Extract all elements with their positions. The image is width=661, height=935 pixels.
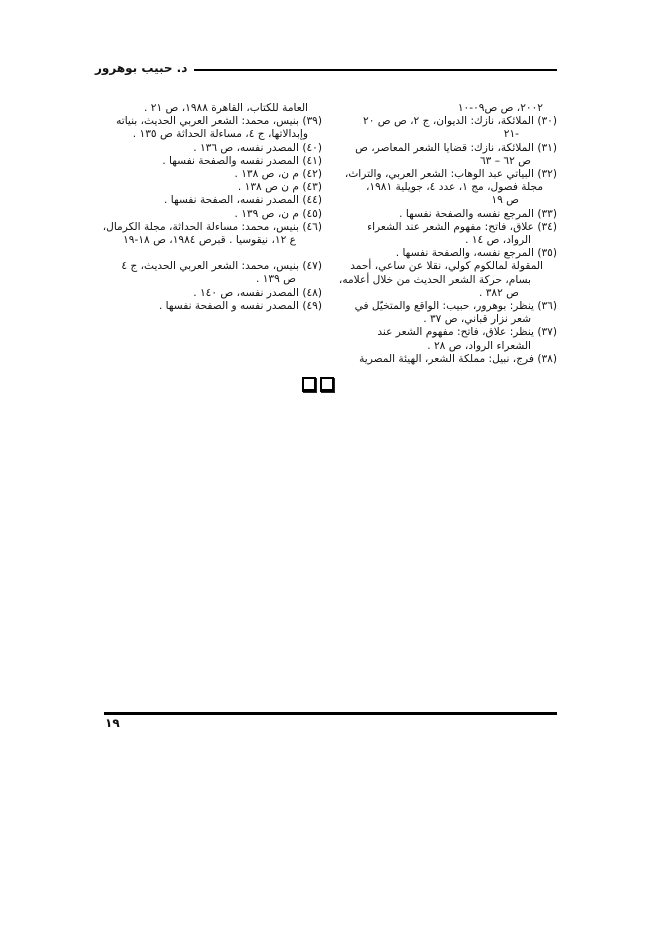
footnote-line: (٣٣) المرجع نفسه والصفحة نفسها . — [399, 207, 557, 220]
footnote-line: (٤٨) المصدر نفسه، ص ١٤٠ . — [193, 286, 322, 299]
footnote-line: مجلة فصول، مج ١، عدد ٤، جويلية ١٩٨١، — [365, 181, 543, 194]
square-icon — [320, 377, 334, 392]
footnote-line: (٤٢) م ن، ص ١٣٨ . — [234, 168, 322, 181]
footnote-line: (٣١) الملائكة، نازك: قضايا الشعر المعاصر، ص — [355, 141, 557, 154]
footnote-line: الرواد، ص ١٤ . — [465, 234, 531, 247]
footnote-line: -٢١ — [503, 128, 519, 141]
end-of-text-mark — [78, 377, 557, 392]
footnote-line: بسام، حركة الشعر الحديث من خلال أعلامه، — [338, 273, 531, 286]
footnote-line: الشعراء الرواد، ص ٢٨ . — [427, 339, 531, 352]
footnote-line: (٤١) المصدر نفسه والصفحة نفسها . — [162, 154, 322, 167]
footnote-line: (٤٩) المصدر نفسه و الصفحة نفسها . — [158, 299, 322, 312]
footnote-line: ص ١٩ — [491, 194, 519, 207]
footnote-line: (٤٤) المصدر نفسه، الصفحة نفسها . — [164, 194, 322, 207]
footnote-line: (٣٦) ينظر: بوهرور، حبيب: الواقع والمتخيّل في — [354, 300, 557, 313]
footnote-line: شعر نزار قباني، ص ٣٧ . — [423, 313, 531, 326]
footnote-line: ص ١٣٩ . — [255, 273, 296, 286]
footnote-line: وإبدالاتها، ج ٤، مساءلة الحداثة ص ١٣٥ . — [132, 128, 308, 141]
footnote-line: (٤٧) بنيس، محمد: الشعر العربي الحديث، ج ٤ — [121, 260, 322, 273]
footnote-line: (٤٥) م ن، ص ١٣٩ . — [234, 207, 322, 220]
footnote-line: (٣٤) علاق، فاتح: مفهوم الشعر عند الشعراء — [367, 220, 557, 233]
footnote-line: (٤٣) م ن ص ١٣٨ . — [237, 181, 322, 194]
footnote-line: (٤٠) المصدر نفسه، ص ١٣٦ . — [193, 141, 322, 154]
footnote-line: (٣٠) الملائكة، نازك: الديوان، ج ٢، ص ص ٢٠ — [363, 115, 557, 128]
footer-rule — [104, 712, 557, 715]
footnote-line: (٣٨) فرج، نبيل: مملكة الشعر، الهيئة المصرية — [359, 352, 557, 365]
footnote-line: (٣٩) بنيس، محمد: الشعر العربي الحديث، بنياته — [116, 115, 322, 128]
footnote-line: (٣٧) ينظر: علاق، فاتح: مفهوم الشعر عند — [377, 326, 557, 339]
footnote-line: ٢٠٠٢، ص ص٠٩-١٠ — [457, 102, 543, 114]
footnote-line: (٣٢) البياتي عبد الوهاب: الشعر العربي، والتراث، — [344, 168, 557, 181]
footnote-line: المقولة لمالكوم كولي، نقلا عن ساعي، أحمد — [350, 260, 543, 273]
square-icon — [302, 377, 316, 392]
footnote-line: العامة للكتاب، القاهرة ١٩٨٨، ص ٢١ . — [144, 102, 308, 114]
footnote-line: ع ١٢، نيقوسيا . قبرص ١٩٨٤، ص ١٨-١٩ — [123, 234, 296, 247]
footnote-line: ص ٣٨٢ . — [478, 286, 519, 299]
page-number: ١٩ — [105, 716, 120, 730]
header-rule — [194, 69, 557, 71]
footnote-line: (٤٦) بنيس، محمد: مساءلة الحداثة، مجلة الكرمال، — [102, 220, 322, 233]
footnote-line: ص ٦٢ – ٦٣ — [479, 154, 531, 167]
footnotes-left-column — [78, 102, 322, 313]
footnotes-right-column — [333, 102, 557, 366]
author-name: د. حبيب بوهرور — [95, 61, 188, 75]
page-header — [95, 61, 557, 75]
footnote-line: (٣٥) المرجع نفسه، والصفحة نفسها . — [395, 247, 557, 260]
